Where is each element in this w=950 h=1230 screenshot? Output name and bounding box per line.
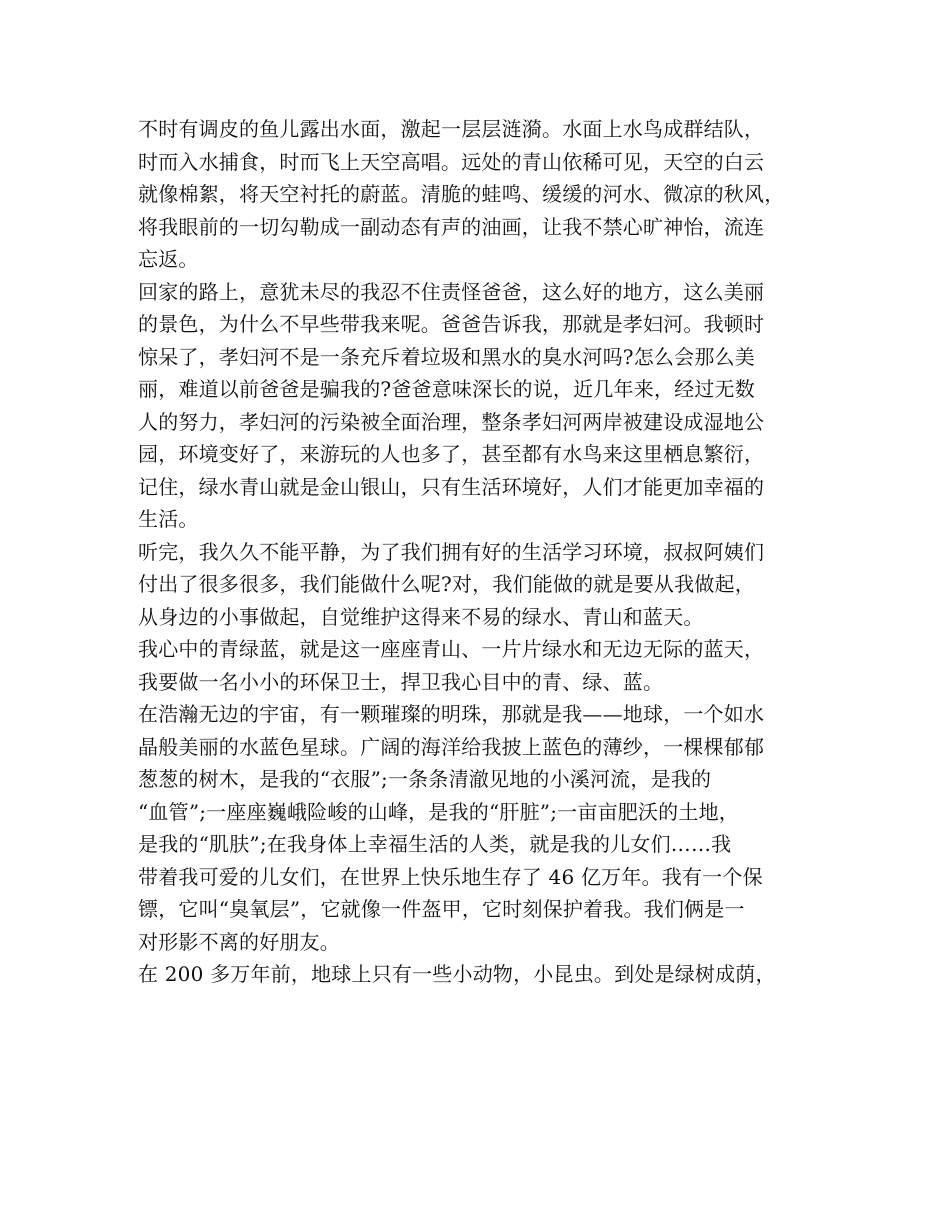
text-line: 园，环境变好了，来游玩的人也多了，甚至都有水鸟来这里栖息繁衍，	[138, 442, 765, 466]
text-line: 我心中的青绿蓝，就是这一座座青山、一片片绿水和无边无际的蓝天，	[138, 637, 765, 661]
text-line: 付出了很多很多，我们能做什么呢?对，我们能做的就是要从我做起，	[138, 572, 755, 596]
text-line: 忘返。	[138, 247, 199, 271]
text-line: 的景色，为什么不早些带我来呢。爸爸告诉我，那就是孝妇河。我顿时	[138, 312, 765, 336]
text-line: 我要做一名小小的环保卫士，捍卫我心目中的青、绿、蓝。	[138, 669, 664, 694]
text-line: 从身边的小事做起，自觉维护这得来不易的绿水、青山和蓝天。	[138, 604, 704, 629]
text-line: 听完，我久久不能平静，为了我们拥有好的生活学习环境，叔叔阿姨们	[138, 539, 765, 564]
text-line: 惊呆了，孝妇河不是一条充斥着垃圾和黑水的臭水河吗?怎么会那么美	[138, 344, 755, 369]
text-line: 就像棉絮，将天空衬托的蔚蓝。清脆的蛙鸣、缓缓的河水、微凉的秋风，	[138, 182, 785, 206]
text-line: 在浩瀚无边的宇宙，有一颗璀璨的明珠，那就是我——地球，一个如水	[138, 702, 765, 726]
text-line: 生活。	[138, 507, 199, 531]
text-line: 人的努力，孝妇河的污染被全面治理，整条孝妇河两岸被建设成湿地公	[138, 409, 765, 434]
text-line: 将我眼前的一切勾勒成一副动态有声的油画，让我不禁心旷神怡，流连	[138, 214, 765, 239]
text-line: 对形影不离的好朋友。	[138, 929, 340, 954]
text-line: 在 200 多万年前，地球上只有一些小动物，小昆虫。到处是绿树成荫，	[138, 962, 776, 986]
text-line: 葱葱的树木，是我的“衣服”;一条条清澈见地的小溪河流，是我的	[138, 767, 712, 791]
text-line: 晶般美丽的水蓝色星球。广阔的海洋给我披上蓝色的薄纱，一棵棵郁郁	[138, 734, 765, 759]
text-line: “血管”;一座座巍峨险峻的山峰，是我的“肝脏”;一亩亩肥沃的土地，	[138, 799, 739, 824]
text-line: 是我的“肌肤”;在我身体上幸福生活的人类，就是我的儿女们……我	[138, 832, 732, 856]
text-line: 时而入水捕食，时而飞上天空高唱。远处的青山依稀可见，天空的白云	[138, 149, 765, 174]
document-body	[138, 113, 818, 991]
text-line: 镖，它叫“臭氧层”，它就像一件盔甲，它时刻保护着我。我们俩是一	[138, 897, 745, 921]
text-line: 不时有调皮的鱼儿露出水面，激起一层层涟漪。水面上水鸟成群结队，	[138, 117, 765, 141]
text-line: 带着我可爱的儿女们，在世界上快乐地生存了 46 亿万年。我有一个保	[138, 864, 763, 889]
text-line: 回家的路上，意犹未尽的我忍不住责怪爸爸，这么好的地方，这么美丽	[138, 279, 765, 304]
text-line: 记住，绿水青山就是金山银山，只有生活环境好，人们才能更加幸福的	[138, 474, 765, 499]
text-line: 丽，难道以前爸爸是骗我的?爸爸意味深长的说，近几年来，经过无数	[138, 377, 755, 401]
